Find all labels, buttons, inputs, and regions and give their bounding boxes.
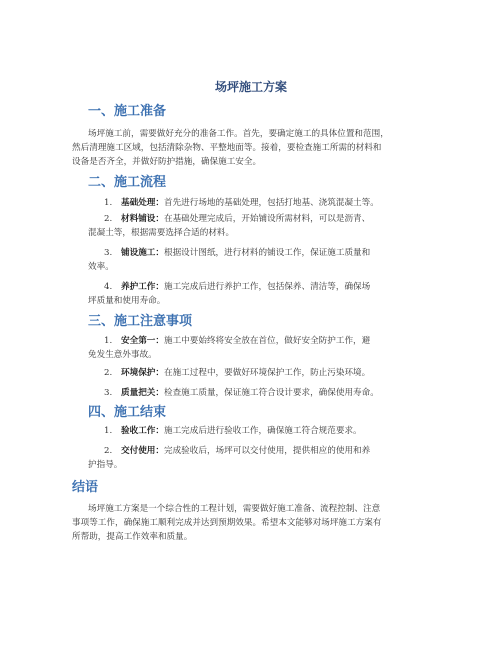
list-item bbox=[104, 386, 379, 400]
list-item bbox=[104, 444, 370, 458]
list-label: 养护工作： bbox=[121, 282, 164, 292]
list-text: 根据设计图纸，进行材料的铺设工作，保证施工质量和 bbox=[163, 248, 371, 258]
list-item bbox=[104, 246, 370, 260]
list-continuation: 混凝土等，根据需要选择合适的材料。 bbox=[88, 228, 235, 238]
list-item bbox=[104, 280, 370, 294]
list-item bbox=[104, 334, 370, 348]
list-text: 完成验收后，场坪可以交付使用，提供相应的使用和养 bbox=[163, 446, 371, 456]
list-label: 交付使用： bbox=[121, 446, 164, 456]
list-number: 3. bbox=[104, 388, 113, 398]
paragraph-line: 场坪施工方案是一个综合性的工程计划，需要做好施工准备、流程控制、注意 bbox=[88, 504, 381, 514]
list-number: 4. bbox=[104, 282, 113, 292]
list-number: 2. bbox=[104, 368, 113, 378]
list-item bbox=[104, 212, 370, 226]
list-text: 施工完成后进行验收工作，确保施工符合规范要求。 bbox=[163, 426, 362, 436]
list-number: 2. bbox=[104, 446, 113, 456]
list-continuation: 免发生意外事故。 bbox=[88, 350, 157, 360]
paragraph-line: 事项等工作，确保施工顺利完成并达到预期效果。希望本文能够对场坪施工方案有 bbox=[72, 518, 382, 528]
list-text: 检查施工质量，保证施工符合设计要求，确保使用寿命。 bbox=[163, 388, 379, 398]
list-label: 质量把关： bbox=[121, 388, 164, 398]
paragraph-line: 场坪施工前，需要做好充分的准备工作。首先，要确定施工的具体位置和范围， bbox=[88, 129, 389, 139]
list-item bbox=[104, 366, 370, 380]
paragraph-line: 所帮助，提高工作效率和质量。 bbox=[72, 532, 193, 542]
list-number: 2. bbox=[104, 214, 113, 224]
list-label: 环境保护： bbox=[121, 368, 164, 378]
list-number: 1. bbox=[104, 426, 113, 436]
list-continuation: 护指导。 bbox=[88, 460, 123, 470]
section-heading-process: 二、施工流程 bbox=[88, 175, 167, 190]
list-label: 基础处理： bbox=[121, 198, 164, 208]
paragraph-line: 然后清理施工区域，包括清除杂物、平整地面等。接着，要检查施工所需的材料和 bbox=[72, 143, 382, 153]
section-heading-completion: 四、施工结束 bbox=[88, 405, 167, 420]
list-continuation: 效率。 bbox=[88, 262, 114, 272]
document-title: 场坪施工方案 bbox=[214, 80, 287, 94]
list-number: 1. bbox=[104, 198, 113, 208]
list-number: 3. bbox=[104, 248, 113, 258]
list-text: 施工完成后进行养护工作，包括保养、清洁等，确保场 bbox=[163, 282, 371, 292]
list-text: 施工中要始终将安全放在首位，做好安全防护工作，避 bbox=[163, 336, 371, 346]
section-heading-preparation: 一、施工准备 bbox=[88, 104, 167, 119]
list-label: 验收工作： bbox=[121, 426, 164, 436]
list-number: 1. bbox=[104, 336, 113, 346]
list-text: 在施工过程中，要做好环境保护工作，防止污染环境。 bbox=[163, 368, 371, 378]
list-item bbox=[104, 424, 362, 438]
section-heading-precautions: 三、施工注意事项 bbox=[88, 314, 193, 329]
section-heading-conclusion: 结语 bbox=[72, 480, 99, 495]
list-label: 铺设施工： bbox=[121, 248, 164, 258]
list-text: 首先进行场地的基础处理，包括打地基、浇筑混凝土等。 bbox=[163, 198, 379, 208]
list-label: 材料铺设： bbox=[121, 214, 164, 224]
paragraph-line: 设备是否齐全，并做好防护措施，确保施工安全。 bbox=[72, 157, 262, 167]
list-item bbox=[104, 196, 379, 210]
list-text: 在基础处理完成后，开始铺设所需材料，可以是沥青、 bbox=[163, 214, 371, 224]
list-continuation: 坪质量和使用寿命。 bbox=[88, 296, 166, 306]
list-label: 安全第一： bbox=[121, 336, 164, 346]
